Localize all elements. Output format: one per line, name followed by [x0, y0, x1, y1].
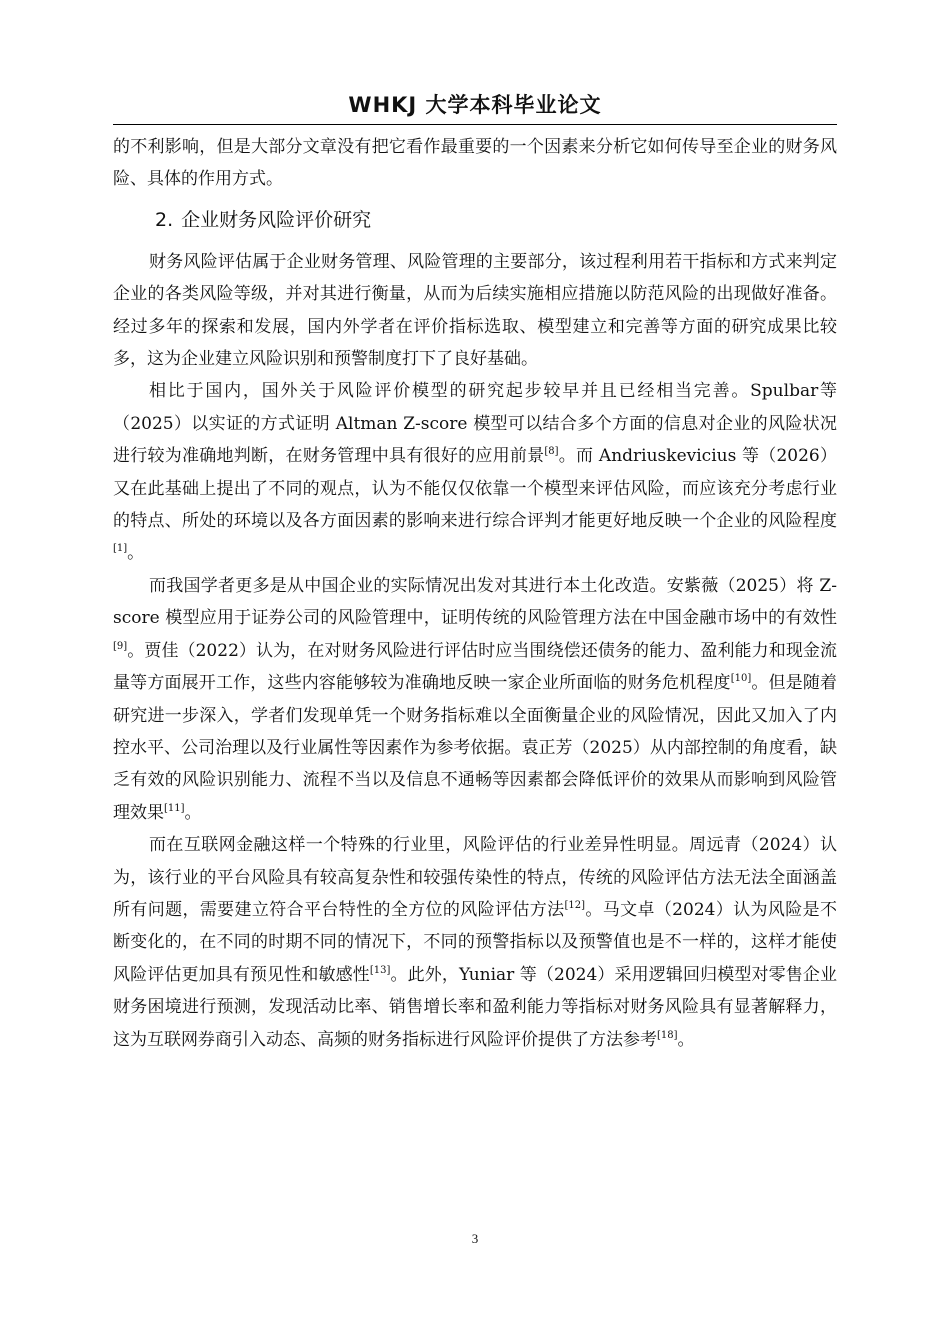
paragraph-continued: 的不利影响，但是大部分文章没有把它看作最重要的一个因素来分析它如何传导至企业的财务风险、具体的作用方式。: [113, 137, 837, 190]
citation-ref: [1]: [113, 543, 128, 555]
citation-ref: [18]: [657, 1029, 678, 1041]
citation-ref: [9]: [113, 640, 128, 652]
paragraph-3: 而我国学者更多是从中国企业的实际情况出发对其进行本土化改造。安紫薇（2025）将 Z-score 模型应用于证券公司的风险管理中，证明传统的风险管理方法在中国金融市场中的有效性[9]。贾佳（2022）认为，在对财务风险进行评估时应当围绕偿还债务的能力、盈利能力和现金流量等方面展开工作，这些内容能够较为准确地反映一家企业所面临的财务危机程度[10]。但是随着研究进一步深入，学者们发现单凭一个财务指标难以全面衡量企业的风险情况，因此又加入了内控水平、公司治理以及行业属性等因素作为参考依据。袁正芳（2025）从内部控制的角度看，缺乏有效的风险识别能力、流程不当以及信息不通畅等因素都会降低评价的效果从而影响到风险管理效果[11]。: [113, 575, 838, 823]
citation-ref: [13]: [369, 964, 391, 976]
paragraph-2: 相比于国内，国外关于风险评价模型的研究起步较早并且已经相当完善。Spulbar等（2025）以实证的方式证明 Altman Z-score 模型可以结合多个方面的信息对企业的风险状况进行较为准确地判断，在财务管理中具有很好的应用前景[8]。而 Andriuskevicius 等（2026）又在此基础上提出了不同的观点，认为不能仅仅依靠一个模型来评估风险，而应该充分考虑行业的特点、所处的环境以及各方面因素的影响来进行综合评判才能更好地反映一个企业的风险程度[1]。: [113, 381, 837, 564]
paragraph-1: 财务风险评估属于企业财务管理、风险管理的主要部分，该过程利用若干指标和方式来判定企业的各类风险等级，并对其进行衡量，从而为后续实施相应措施以防范风险的出现做好准备。经过多年的探索和发展，国内外学者在评价指标选取、模型建立和完善等方面的研究成果比较多，这为企业建立风险识别和预警制度打下了良好基础。: [113, 251, 837, 370]
paragraph-4: 而在互联网金融这样一个特殊的行业里，风险评估的行业差异性明显。周远青（2024）认为，该行业的平台风险具有较高复杂性和较强传染性的特点，传统的风险评估方法无法全面涵盖所有问题，需要建立符合平台特性的全方位的风险评估方法[12]。马文卓（2024）认为风险是不断变化的，在不同的时期不同的情况下，不同的预警指标以及预警值也是不一样的，这样才能使风险评估更加具有预见性和敏感性[13]。此外，Yuniar 等（2024）采用逻辑回归模型对零售企业财务困境进行预测，发现活动比率、销售增长率和盈利能力等指标对财务风险具有显著解释力，这为互联网券商引入动态、高频的财务指标进行风险评价提供了方法参考[18]。: [113, 835, 837, 1050]
page-number: 3: [471, 1231, 479, 1246]
citation-ref: [12]: [564, 899, 585, 911]
citation-ref: [8]: [544, 446, 559, 458]
citation-ref: [11]: [164, 802, 185, 814]
section-title: 企业财务风险评价研究: [181, 208, 372, 231]
citation-ref: [10]: [730, 673, 752, 685]
section-number: 2.: [155, 208, 174, 231]
running-header: WHKJ 大学本科毕业论文: [348, 93, 602, 117]
header-rule: [113, 124, 837, 125]
section-heading: [155, 204, 837, 236]
document-body: [113, 131, 837, 1056]
